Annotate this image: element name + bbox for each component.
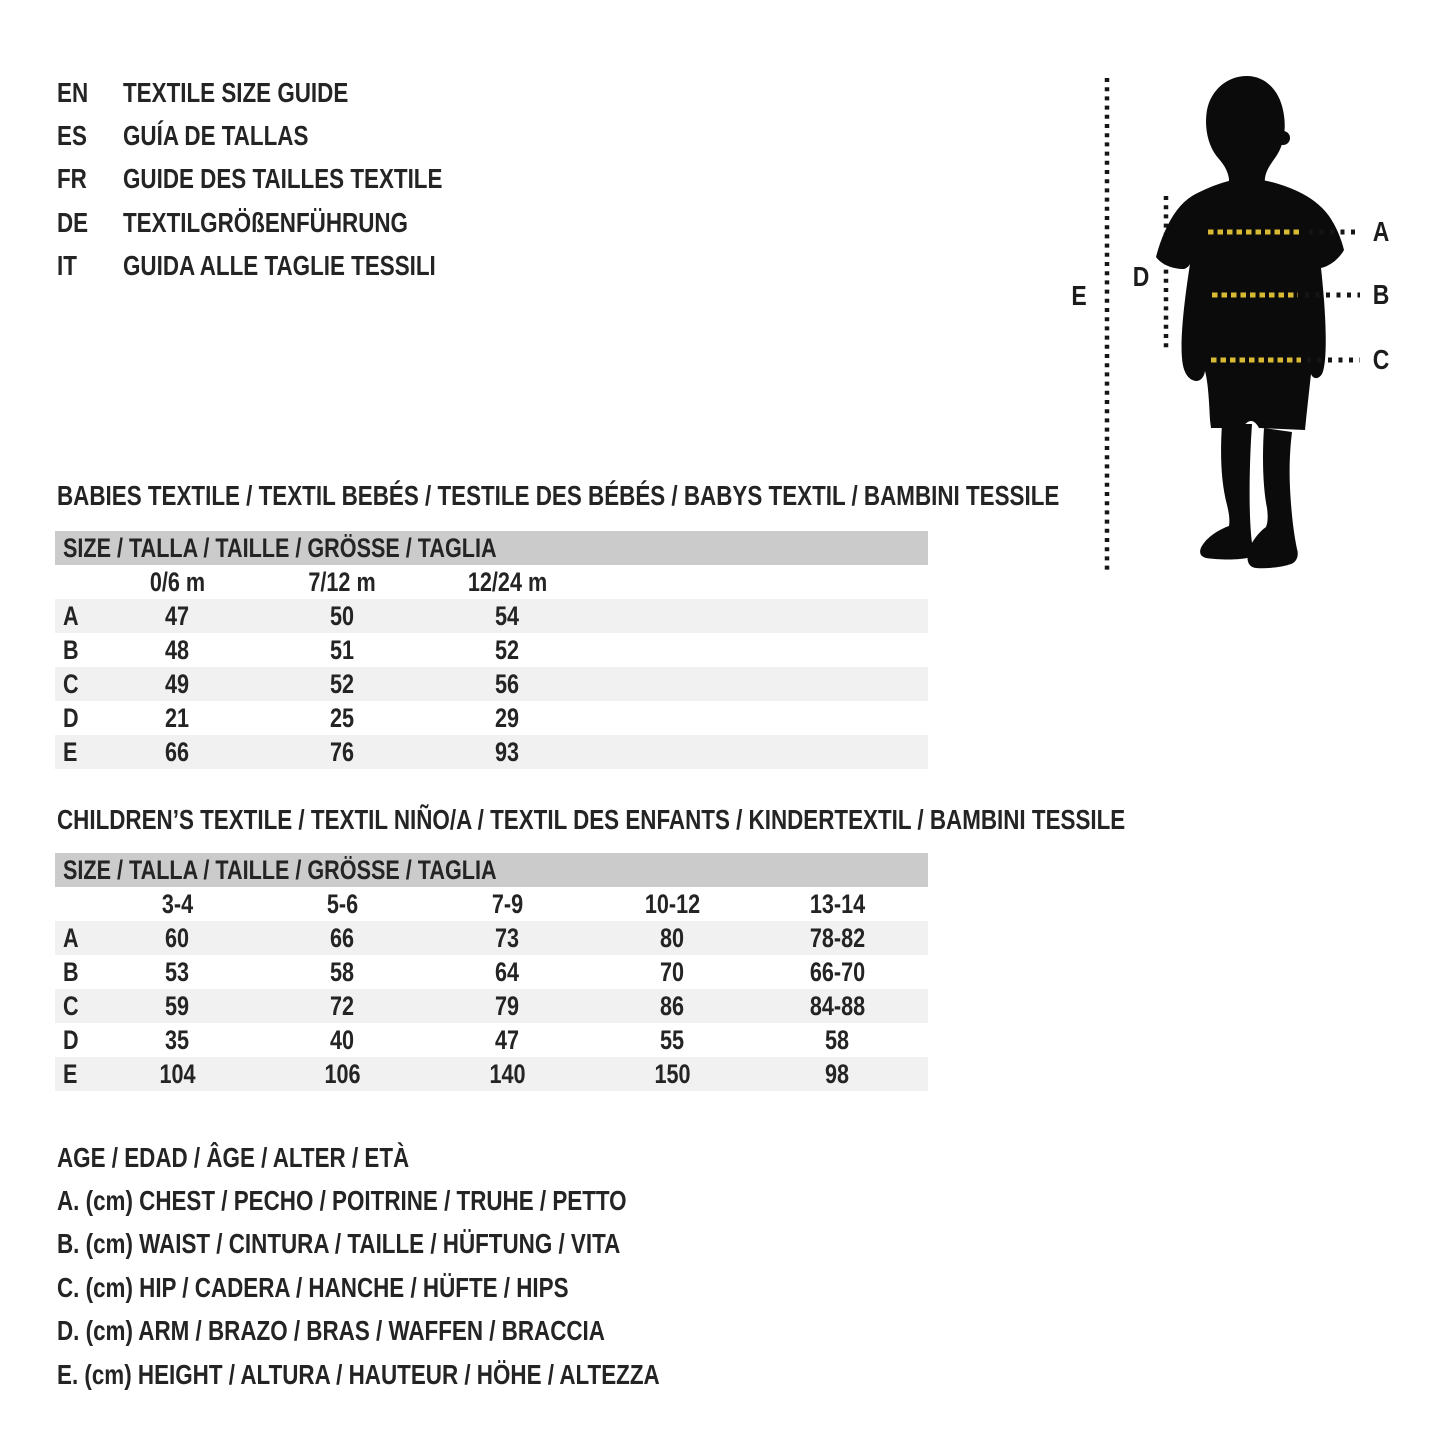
children-value-cell-text: 73 (495, 922, 520, 953)
babies-size-header-bar (55, 531, 928, 565)
children-value-cell (95, 957, 260, 988)
children-size-table (55, 853, 928, 1091)
legend-text (57, 1359, 810, 1391)
measurement-legend (57, 1136, 810, 1396)
children-column-header (95, 889, 260, 920)
babies-size-table (55, 531, 928, 769)
children-table-row (55, 1023, 928, 1057)
legend-row (57, 1310, 810, 1353)
children-value-cell (425, 991, 590, 1022)
babies-table-row (55, 599, 928, 633)
language-title (123, 207, 479, 239)
babies-value-cell (425, 737, 590, 768)
babies-column-header (260, 567, 425, 598)
language-code-text: DE (57, 206, 89, 238)
children-value-cell (95, 1025, 260, 1056)
children-column-header-text: 3-4 (161, 888, 194, 919)
babies-column-header (95, 567, 260, 598)
language-title-text: TEXTILE SIZE GUIDE (123, 76, 349, 108)
babies-row-label (55, 737, 95, 768)
legend-row (57, 1266, 810, 1309)
legend-row (57, 1223, 810, 1266)
babies-row-label (55, 635, 95, 666)
babies-section-title (57, 481, 1310, 511)
babies-value-cell (95, 669, 260, 700)
legend-text-text: B. (cm) WAIST / CINTURA / TAILLE / HÜFTUNG / VITA (57, 1228, 621, 1260)
children-value-cell-text: 72 (330, 990, 355, 1021)
children-row-label (55, 1059, 95, 1090)
babies-value-cell-text: 21 (165, 702, 190, 733)
children-row-label (55, 923, 95, 954)
legend-text-text: C. (cm) HIP / CADERA / HANCHE / HÜFTE / HIPS (57, 1271, 569, 1303)
children-value-cell (260, 1025, 425, 1056)
babies-table-row (55, 701, 928, 735)
language-title-text: GUÍA DE TALLAS (123, 119, 309, 151)
babies-value-cell (95, 703, 260, 734)
legend-text (57, 1228, 761, 1260)
children-section-title-text: CHILDREN’S TEXTILE / TEXTIL NIÑO/A / TEXTIL DES ENFANTS / KINDERTEXTIL / BAMBINI TESSILE (57, 804, 1126, 835)
children-row-label (55, 1025, 95, 1056)
children-row-label-text: D (63, 1024, 79, 1055)
babies-value-cell (260, 635, 425, 666)
language-title-text: GUIDE DES TAILLES TEXTILE (123, 163, 443, 195)
children-value-cell-text: 53 (165, 956, 190, 987)
children-size-header-bar-text: SIZE / TALLA / TAILLE / GRÖSSE / TAGLIA (63, 854, 497, 885)
babies-value-cell-text: 93 (495, 736, 520, 767)
babies-column-header-text: 12/24 m (467, 566, 548, 597)
children-value-cell-text: 86 (660, 990, 685, 1021)
legend-text (57, 1142, 497, 1174)
babies-value-cell-text: 56 (495, 668, 520, 699)
children-value-cell-text: 64 (495, 956, 520, 987)
language-code (57, 120, 123, 152)
language-row (57, 201, 522, 244)
children-value-cell (755, 923, 920, 954)
language-row (57, 114, 522, 157)
children-column-header (590, 889, 755, 920)
children-value-cell (425, 957, 590, 988)
babies-value-cell-text: 25 (330, 702, 355, 733)
legend-text-text: A. (cm) CHEST / PECHO / POITRINE / TRUHE / PETTO (57, 1185, 627, 1217)
children-row-label (55, 991, 95, 1022)
babies-row-label-text: B (63, 634, 79, 665)
children-value-cell-text: 58 (825, 1024, 850, 1055)
children-row-label-text: C (63, 990, 79, 1021)
children-value-cell (425, 1025, 590, 1056)
babies-row-label-text: C (63, 668, 79, 699)
babies-value-cell (425, 635, 590, 666)
legend-text-text: E. (cm) HEIGHT / ALTURA / HAUTEUR / HÖHE / ALTEZZA (57, 1358, 660, 1390)
babies-value-cell-text: 54 (495, 600, 520, 631)
figure-label-c: C (1372, 344, 1390, 375)
language-code (57, 250, 123, 282)
language-code (57, 163, 123, 195)
babies-row-label (55, 669, 95, 700)
children-value-cell-text: 35 (165, 1024, 190, 1055)
babies-column-header-text: 0/6 m (149, 566, 206, 597)
children-column-header (425, 889, 590, 920)
language-title (123, 163, 522, 195)
children-row-label (55, 957, 95, 988)
language-code-text: ES (57, 119, 87, 151)
legend-text (57, 1315, 742, 1347)
babies-value-cell-text: 76 (330, 736, 355, 767)
babies-value-cell (260, 669, 425, 700)
babies-value-cell-text: 47 (165, 600, 190, 631)
language-title-list (57, 71, 522, 287)
babies-size-header-bar-text: SIZE / TALLA / TAILLE / GRÖSSE / TAGLIA (63, 532, 497, 563)
children-value-cell-text: 150 (654, 1058, 691, 1089)
children-value-cell (260, 957, 425, 988)
children-column-header-row (55, 887, 928, 921)
language-code-text: EN (57, 76, 89, 108)
language-row (57, 244, 522, 287)
babies-value-cell-text: 52 (495, 634, 520, 665)
children-value-cell-text: 66-70 (809, 956, 866, 987)
children-value-cell (260, 1059, 425, 1090)
children-value-cell-text: 79 (495, 990, 520, 1021)
children-value-cell-text: 58 (330, 956, 355, 987)
babies-row-label-text: A (63, 600, 79, 631)
legend-text (57, 1185, 769, 1217)
babies-value-cell-text: 52 (330, 668, 355, 699)
language-title (123, 250, 514, 282)
language-title-text: GUIDA ALLE TAGLIE TESSILI (123, 249, 436, 281)
children-value-cell (260, 991, 425, 1022)
language-row (57, 158, 522, 201)
children-value-cell (590, 1059, 755, 1090)
children-table-row (55, 1057, 928, 1091)
children-value-cell (755, 1025, 920, 1056)
children-value-cell-text: 140 (489, 1058, 526, 1089)
figure-label-b: B (1372, 279, 1390, 310)
babies-row-label-text: D (63, 702, 79, 733)
children-column-header-text: 5-6 (326, 888, 359, 919)
babies-value-cell (260, 703, 425, 734)
children-value-cell (590, 923, 755, 954)
children-value-cell (95, 923, 260, 954)
children-value-cell (590, 957, 755, 988)
children-value-cell-text: 59 (165, 990, 190, 1021)
babies-value-cell-text: 66 (165, 736, 190, 767)
babies-value-cell (95, 635, 260, 666)
children-value-cell (95, 1059, 260, 1090)
children-value-cell (755, 991, 920, 1022)
children-row-label-text: E (63, 1058, 78, 1089)
babies-value-cell-text: 49 (165, 668, 190, 699)
children-table-row (55, 989, 928, 1023)
children-value-cell (590, 991, 755, 1022)
legend-row (57, 1353, 810, 1396)
legend-row (57, 1179, 810, 1222)
legend-text (57, 1272, 696, 1304)
babies-table-row (55, 735, 928, 769)
babies-row-label (55, 703, 95, 734)
babies-value-cell (425, 601, 590, 632)
children-value-cell (425, 1059, 590, 1090)
children-value-cell-text: 66 (330, 922, 355, 953)
children-column-header-text: 7-9 (491, 888, 524, 919)
babies-row-label (55, 601, 95, 632)
legend-text-text: AGE / EDAD / ÂGE / ALTER / ETÀ (57, 1141, 410, 1173)
babies-table-row (55, 667, 928, 701)
language-code (57, 207, 123, 239)
children-value-cell (425, 923, 590, 954)
children-value-cell-text: 106 (324, 1058, 361, 1089)
language-code-text: FR (57, 163, 87, 195)
children-value-cell-text: 78-82 (809, 922, 866, 953)
children-value-cell (755, 1059, 920, 1090)
children-table-row (55, 955, 928, 989)
language-title (123, 120, 355, 152)
children-value-cell (590, 1025, 755, 1056)
babies-corner-cell (55, 567, 95, 598)
children-value-cell-text: 84-88 (809, 990, 866, 1021)
children-table-row (55, 921, 928, 955)
children-value-cell (260, 923, 425, 954)
children-column-header-text: 10-12 (644, 888, 701, 919)
children-value-cell (755, 957, 920, 988)
babies-value-cell (425, 669, 590, 700)
language-code (57, 77, 123, 109)
babies-value-cell-text: 48 (165, 634, 190, 665)
figure-label-a: A (1372, 216, 1390, 247)
children-row-label-text: B (63, 956, 79, 987)
babies-column-header (425, 567, 590, 598)
children-value-cell-text: 104 (159, 1058, 196, 1089)
babies-value-cell (425, 703, 590, 734)
babies-value-cell (260, 737, 425, 768)
language-title-text: TEXTILGRÖßENFÜHRUNG (123, 206, 408, 238)
figure-label-d: D (1132, 261, 1150, 292)
babies-row-label-text: E (63, 736, 78, 767)
babies-value-cell (95, 601, 260, 632)
children-value-cell-text: 47 (495, 1024, 520, 1055)
language-row (57, 71, 522, 114)
babies-table-row (55, 633, 928, 667)
babies-value-cell (260, 601, 425, 632)
figure-label-e: E (1071, 280, 1087, 311)
children-column-header (755, 889, 920, 920)
children-row-label-text: A (63, 922, 79, 953)
legend-row (57, 1136, 810, 1179)
language-title (123, 77, 405, 109)
babies-column-header-text: 7/12 m (308, 566, 377, 597)
children-size-header-bar (55, 853, 928, 887)
children-value-cell-text: 40 (330, 1024, 355, 1055)
children-value-cell-text: 70 (660, 956, 685, 987)
children-value-cell-text: 60 (165, 922, 190, 953)
babies-value-cell-text: 51 (330, 634, 355, 665)
babies-value-cell-text: 29 (495, 702, 520, 733)
children-column-header (260, 889, 425, 920)
children-value-cell-text: 55 (660, 1024, 685, 1055)
children-value-cell-text: 80 (660, 922, 685, 953)
legend-text-text: D. (cm) ARM / BRAZO / BRAS / WAFFEN / BRACCIA (57, 1315, 605, 1347)
language-code-text: IT (57, 249, 77, 281)
babies-value-cell (95, 737, 260, 768)
children-value-cell (95, 991, 260, 1022)
babies-section-title-text: BABIES TEXTILE / TEXTIL BEBÉS / TESTILE DES BÉBÉS / BABYS TEXTIL / BAMBINI TESSILE (57, 480, 1060, 511)
children-section-title (57, 805, 1392, 835)
children-column-header-text: 13-14 (809, 888, 866, 919)
babies-value-cell-text: 50 (330, 600, 355, 631)
children-value-cell-text: 98 (825, 1058, 850, 1089)
babies-column-header-row (55, 565, 928, 599)
children-corner-cell (55, 889, 95, 920)
